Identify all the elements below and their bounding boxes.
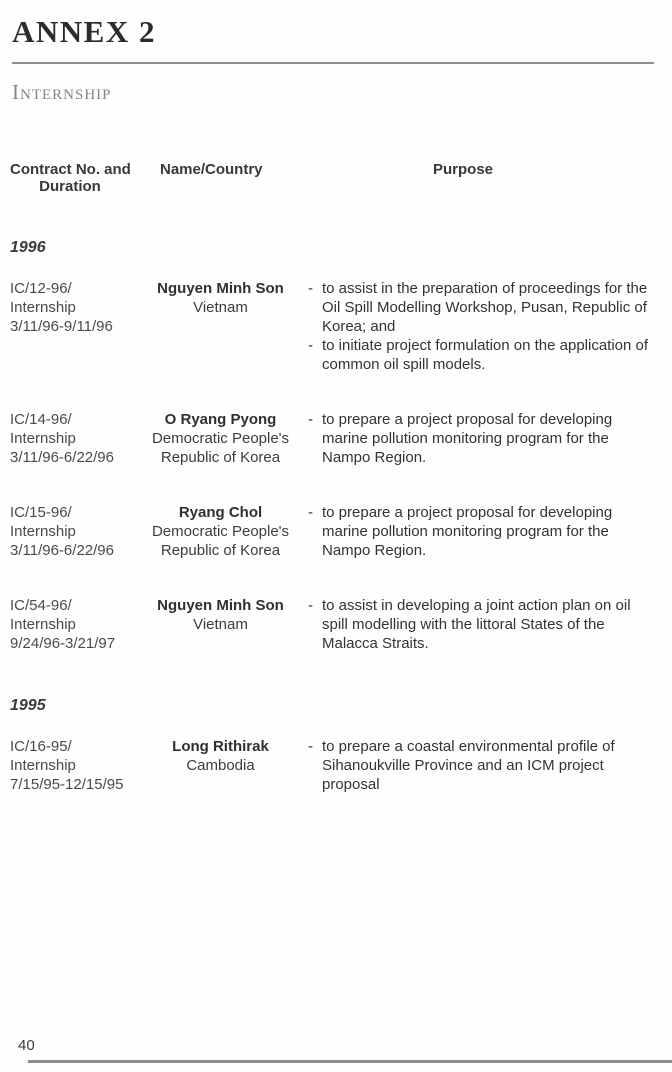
table-row: [10, 410, 658, 467]
purpose-item: [308, 279, 658, 336]
contract-line: Internship: [10, 757, 76, 774]
contract-line: Internship: [10, 430, 76, 447]
year-heading: 1996: [10, 239, 46, 256]
contract-line: IC/54-96/: [10, 597, 72, 614]
purpose-text: to assist in the preparation of proceedings for the Oil Spill Modelling Workshop, Pusan, Republic of Korea; and: [322, 280, 648, 335]
contract-line: IC/16-95/: [10, 738, 72, 755]
name-country-cell: [143, 596, 298, 653]
contract-line: 9/24/96-3/21/97: [10, 635, 116, 652]
name-country-cell: [143, 503, 298, 560]
column-header-contract-line2: Duration: [39, 178, 101, 195]
contract-line: 7/15/95-12/15/95: [10, 776, 124, 793]
table-row: [10, 737, 658, 794]
person-name: Nguyen Minh Son: [157, 280, 284, 297]
country-line: Republic of Korea: [160, 449, 281, 466]
purpose-text: to prepare a project proposal for developing marine pollution monitoring program for the Nampo Region.: [322, 411, 613, 466]
country-line: Vietnam: [193, 616, 248, 633]
country-line: Democratic People's: [151, 523, 290, 540]
contract-line: 3/11/96-6/22/96: [10, 542, 114, 559]
purpose-text: to assist in developing a joint action plan on oil spill modelling with the littoral States of the Malacca Straits.: [322, 597, 631, 652]
purpose-dash: -: [308, 280, 313, 297]
purpose-text: to prepare a coastal environmental profile of Sihanoukville Province and an ICM project proposal: [322, 738, 615, 793]
contract-cell: [10, 737, 143, 794]
year-heading: 1995: [10, 697, 46, 714]
purpose-dash: -: [308, 738, 313, 755]
column-header-contract-line1: Contract No. and: [10, 161, 131, 178]
name-country-cell: [143, 279, 298, 374]
column-header-purpose: Purpose: [432, 161, 493, 178]
purpose-dash: -: [308, 504, 313, 521]
scan-artifact-bar: [28, 1060, 672, 1063]
table-row: [10, 596, 658, 653]
purpose-cell: [298, 410, 658, 467]
person-name: Long Rithirak: [172, 738, 269, 755]
person-name: O Ryang Pyong: [164, 411, 277, 428]
purpose-item: [308, 737, 658, 794]
purpose-item: [308, 336, 658, 374]
column-header-name-country: Name/Country: [160, 161, 263, 178]
purpose-item: [308, 410, 658, 467]
header-rule: [12, 62, 654, 64]
page-title: ANNEX 2: [12, 14, 156, 49]
table-row: [10, 503, 658, 560]
contract-line: Internship: [10, 523, 76, 540]
purpose-text: to prepare a project proposal for developing marine pollution monitoring program for the Nampo Region.: [322, 504, 613, 559]
purpose-dash: -: [308, 337, 313, 354]
name-country-cell: [143, 410, 298, 467]
purpose-cell: [298, 596, 658, 653]
contract-line: IC/12-96/: [10, 280, 72, 297]
purpose-text: to initiate project formulation on the application of common oil spill models.: [322, 337, 649, 373]
purpose-cell: [298, 737, 658, 794]
contract-line: 3/11/96-9/11/96: [10, 318, 113, 335]
person-name: Ryang Chol: [178, 504, 263, 521]
contract-cell: [10, 279, 143, 374]
table-header-row: [10, 161, 658, 195]
contract-cell: [10, 596, 143, 653]
purpose-item: [308, 503, 658, 560]
country-line: Cambodia: [186, 757, 255, 774]
purpose-dash: -: [308, 411, 313, 428]
name-country-cell: [143, 737, 298, 794]
contract-line: IC/15-96/: [10, 504, 72, 521]
purpose-cell: [298, 503, 658, 560]
page-number: 40: [18, 1037, 35, 1054]
contract-line: IC/14-96/: [10, 411, 72, 428]
contract-line: Internship: [10, 299, 76, 316]
column-header-contract: [10, 161, 143, 195]
country-line: Vietnam: [193, 299, 248, 316]
purpose-item: [308, 596, 658, 653]
purpose-cell: [298, 279, 658, 374]
contract-line: Internship: [10, 616, 76, 633]
table-body: [10, 239, 658, 794]
contract-cell: [10, 410, 143, 467]
country-line: Republic of Korea: [160, 542, 281, 559]
purpose-dash: -: [308, 597, 313, 614]
contract-cell: [10, 503, 143, 560]
person-name: Nguyen Minh Son: [157, 597, 284, 614]
section-heading: Internship: [12, 80, 112, 104]
table-row: [10, 279, 658, 374]
contract-line: 3/11/96-6/22/96: [10, 449, 114, 466]
country-line: Democratic People's: [151, 430, 290, 447]
